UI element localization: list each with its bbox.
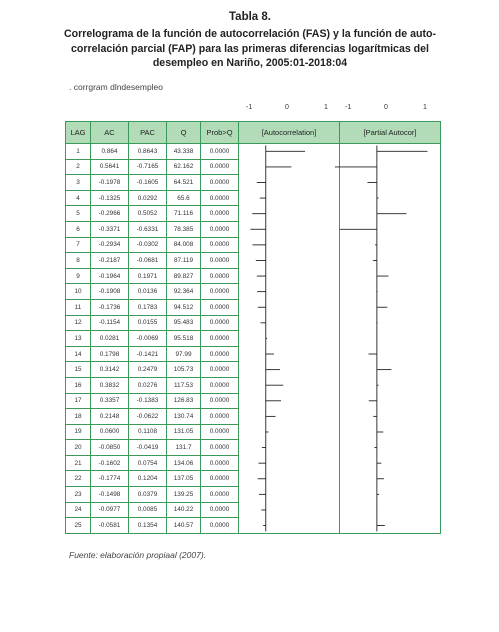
cell-prob: 0.0000 <box>201 144 239 160</box>
table-row <box>66 175 441 191</box>
pac-plot-cell <box>340 471 441 487</box>
pac-plot-cell <box>340 206 441 222</box>
pac-plot-cell <box>340 424 441 440</box>
ac-plot-cell <box>239 440 340 456</box>
pac-plot-cell <box>340 393 441 409</box>
pac-scale-zero: 0 <box>384 104 388 111</box>
cell-q: 94.512 <box>167 299 201 315</box>
pac-plot-cell <box>340 409 441 425</box>
cell-prob: 0.0000 <box>201 346 239 362</box>
stata-command: . corrgram dlndesempleo <box>69 82 164 92</box>
table-row <box>66 237 441 253</box>
pac-plot-cell <box>340 253 441 269</box>
cell-ac: -0.1154 <box>91 315 129 331</box>
cell-lag: 19 <box>66 424 91 440</box>
cell-prob: 0.0000 <box>201 409 239 425</box>
table-row <box>66 518 441 534</box>
cell-pac: 0.1783 <box>129 299 167 315</box>
table-row <box>66 206 441 222</box>
table-row <box>66 409 441 425</box>
cell-lag: 11 <box>66 299 91 315</box>
col-header-lag: LAG <box>66 122 91 144</box>
cell-lag: 13 <box>66 331 91 347</box>
pac-plot-cell <box>340 518 441 534</box>
col-header-autocorrelation: [Autocorrelation] <box>239 122 340 144</box>
ac-scale-min: -1 <box>246 104 253 111</box>
table-row <box>66 362 441 378</box>
ac-plot-cell <box>239 502 340 518</box>
cell-lag: 20 <box>66 440 91 456</box>
ac-plot-cell <box>239 362 340 378</box>
cell-lag: 5 <box>66 206 91 222</box>
table-row <box>66 159 441 175</box>
col-header-prob: Prob>Q <box>201 122 239 144</box>
source-note: Fuente: elaboración propiaal (2007). <box>69 550 207 560</box>
col-header-pac: PAC <box>129 122 167 144</box>
cell-pac: -0.6331 <box>129 221 167 237</box>
cell-pac: 0.5052 <box>129 206 167 222</box>
cell-q: 139.25 <box>167 487 201 503</box>
cell-pac: -0.1383 <box>129 393 167 409</box>
table-row <box>66 502 441 518</box>
cell-pac: 0.0292 <box>129 190 167 206</box>
cell-prob: 0.0000 <box>201 471 239 487</box>
table-row <box>66 221 441 237</box>
ac-plot-cell <box>239 346 340 362</box>
cell-ac: -0.3371 <box>91 221 129 237</box>
cell-ac: 0.2148 <box>91 409 129 425</box>
cell-pac: -0.0302 <box>129 237 167 253</box>
cell-ac: -0.1774 <box>91 471 129 487</box>
cell-pac: 0.1354 <box>129 518 167 534</box>
ac-plot-cell <box>239 518 340 534</box>
cell-q: 134.06 <box>167 455 201 471</box>
correlogram-table <box>65 121 441 534</box>
cell-prob: 0.0000 <box>201 393 239 409</box>
cell-lag: 18 <box>66 409 91 425</box>
pac-plot-cell <box>340 346 441 362</box>
cell-q: 62.162 <box>167 159 201 175</box>
cell-pac: 0.0085 <box>129 502 167 518</box>
cell-ac: -0.1736 <box>91 299 129 315</box>
ac-plot-cell <box>239 190 340 206</box>
cell-prob: 0.0000 <box>201 237 239 253</box>
ac-plot-cell <box>239 268 340 284</box>
pac-plot-cell <box>340 440 441 456</box>
ac-plot-cell <box>239 221 340 237</box>
ac-plot-cell <box>239 144 340 160</box>
cell-lag: 4 <box>66 190 91 206</box>
cell-lag: 16 <box>66 377 91 393</box>
cell-ac: -0.0581 <box>91 518 129 534</box>
cell-pac: -0.0681 <box>129 253 167 269</box>
cell-ac: 0.0600 <box>91 424 129 440</box>
cell-ac: -0.2934 <box>91 237 129 253</box>
ac-plot-cell <box>239 487 340 503</box>
cell-ac: 0.5641 <box>91 159 129 175</box>
title-line: desempleo en Nariño, 2005:01-2018:04 <box>152 57 348 69</box>
cell-pac: 0.1204 <box>129 471 167 487</box>
cell-q: 87.119 <box>167 253 201 269</box>
cell-lag: 6 <box>66 221 91 237</box>
ac-plot-cell <box>239 471 340 487</box>
table-row <box>66 284 441 300</box>
cell-prob: 0.0000 <box>201 502 239 518</box>
cell-q: 131.05 <box>167 424 201 440</box>
cell-pac: -0.1605 <box>129 175 167 191</box>
cell-ac: -0.1498 <box>91 487 129 503</box>
cell-prob: 0.0000 <box>201 221 239 237</box>
title-line: Correlograma de la función de autocorrelación (FAS) y la función de auto- <box>63 28 436 40</box>
cell-lag: 23 <box>66 487 91 503</box>
cell-ac: -0.1964 <box>91 268 129 284</box>
pac-plot-cell <box>340 502 441 518</box>
cell-lag: 9 <box>66 268 91 284</box>
cell-q: 126.83 <box>167 393 201 409</box>
title-line: correlación parcial (FAP) para las primeras diferencias logarítmicas del <box>71 42 429 55</box>
cell-lag: 14 <box>66 346 91 362</box>
cell-q: 140.57 <box>167 518 201 534</box>
cell-ac: -0.2187 <box>91 253 129 269</box>
ac-plot-cell <box>239 393 340 409</box>
cell-q: 95.518 <box>167 331 201 347</box>
cell-pac: -0.1421 <box>129 346 167 362</box>
ac-plot-cell <box>239 377 340 393</box>
table-row <box>66 393 441 409</box>
ac-plot-cell <box>239 331 340 347</box>
pac-scale-min: -1 <box>345 104 352 111</box>
cell-q: 65.6 <box>167 190 201 206</box>
cell-q: 130.74 <box>167 409 201 425</box>
table-row <box>66 315 441 331</box>
table-row <box>66 190 441 206</box>
cell-lag: 15 <box>66 362 91 378</box>
col-header-q: Q <box>167 122 201 144</box>
col-header-ac: AC <box>91 122 129 144</box>
table-row <box>66 331 441 347</box>
cell-q: 84.008 <box>167 237 201 253</box>
cell-q: 43.338 <box>167 144 201 160</box>
pac-plot-cell <box>340 268 441 284</box>
cell-pac: -0.0622 <box>129 409 167 425</box>
cell-pac: -0.0069 <box>129 331 167 347</box>
cell-q: 137.05 <box>167 471 201 487</box>
cell-q: 71.116 <box>167 206 201 222</box>
cell-q: 97.99 <box>167 346 201 362</box>
table-row <box>66 268 441 284</box>
cell-prob: 0.0000 <box>201 487 239 503</box>
cell-pac: 0.2479 <box>129 362 167 378</box>
cell-q: 105.73 <box>167 362 201 378</box>
ac-plot-cell <box>239 424 340 440</box>
cell-pac: -0.0419 <box>129 440 167 456</box>
pac-plot-cell <box>340 284 441 300</box>
ac-scale-zero: 0 <box>285 104 289 111</box>
cell-lag: 17 <box>66 393 91 409</box>
pac-plot-cell <box>340 221 441 237</box>
cell-q: 78.385 <box>167 221 201 237</box>
title-block <box>50 10 450 71</box>
ac-plot-cell <box>239 284 340 300</box>
table-row <box>66 299 441 315</box>
cell-prob: 0.0000 <box>201 268 239 284</box>
cell-q: 131.7 <box>167 440 201 456</box>
pac-plot-cell <box>340 377 441 393</box>
cell-pac: 0.0379 <box>129 487 167 503</box>
cell-prob: 0.0000 <box>201 424 239 440</box>
table-row <box>66 487 441 503</box>
table-row <box>66 144 441 160</box>
pac-plot-cell <box>340 159 441 175</box>
pac-scale-max: 1 <box>423 104 427 111</box>
cell-prob: 0.0000 <box>201 253 239 269</box>
table-row <box>66 253 441 269</box>
table-row <box>66 346 441 362</box>
cell-prob: 0.0000 <box>201 190 239 206</box>
cell-pac: 0.0754 <box>129 455 167 471</box>
cell-lag: 24 <box>66 502 91 518</box>
cell-ac: -0.0977 <box>91 502 129 518</box>
cell-q: 117.53 <box>167 377 201 393</box>
ac-plot-cell <box>239 315 340 331</box>
cell-q: 92.364 <box>167 284 201 300</box>
cell-q: 64.521 <box>167 175 201 191</box>
cell-prob: 0.0000 <box>201 455 239 471</box>
cell-q: 140.22 <box>167 502 201 518</box>
cell-ac: 0.864 <box>91 144 129 160</box>
pac-plot-cell <box>340 315 441 331</box>
ac-plot-cell <box>239 253 340 269</box>
ac-plot-cell <box>239 409 340 425</box>
cell-pac: 0.8643 <box>129 144 167 160</box>
table-row <box>66 440 441 456</box>
pac-plot-cell <box>340 237 441 253</box>
cell-pac: 0.1971 <box>129 268 167 284</box>
cell-prob: 0.0000 <box>201 362 239 378</box>
table-row <box>66 424 441 440</box>
ac-scale-max: 1 <box>324 104 328 111</box>
table-number: Tabla 8. <box>229 11 271 23</box>
ac-plot-cell <box>239 299 340 315</box>
cell-ac: -0.1908 <box>91 284 129 300</box>
cell-ac: 0.3142 <box>91 362 129 378</box>
col-header-partial-autocor: [Partial Autocor] <box>340 122 441 144</box>
cell-ac: 0.1798 <box>91 346 129 362</box>
cell-ac: -0.0850 <box>91 440 129 456</box>
cell-ac: -0.2966 <box>91 206 129 222</box>
ac-plot-cell <box>239 455 340 471</box>
cell-ac: 0.0281 <box>91 331 129 347</box>
cell-ac: 0.3357 <box>91 393 129 409</box>
cell-lag: 8 <box>66 253 91 269</box>
pac-plot-cell <box>340 190 441 206</box>
table-row <box>66 377 441 393</box>
ac-plot-cell <box>239 237 340 253</box>
cell-lag: 10 <box>66 284 91 300</box>
cell-prob: 0.0000 <box>201 377 239 393</box>
table-header-row <box>66 122 441 144</box>
cell-prob: 0.0000 <box>201 331 239 347</box>
cell-ac: -0.1978 <box>91 175 129 191</box>
cell-pac: -0.7165 <box>129 159 167 175</box>
cell-prob: 0.0000 <box>201 518 239 534</box>
pac-plot-cell <box>340 144 441 160</box>
cell-lag: 21 <box>66 455 91 471</box>
pac-plot-cell <box>340 331 441 347</box>
cell-pac: 0.1108 <box>129 424 167 440</box>
pac-plot-cell <box>340 175 441 191</box>
cell-pac: 0.0136 <box>129 284 167 300</box>
table-row <box>66 471 441 487</box>
cell-prob: 0.0000 <box>201 299 239 315</box>
cell-lag: 25 <box>66 518 91 534</box>
cell-lag: 2 <box>66 159 91 175</box>
cell-lag: 1 <box>66 144 91 160</box>
cell-q: 95.483 <box>167 315 201 331</box>
cell-prob: 0.0000 <box>201 440 239 456</box>
pac-plot-cell <box>340 362 441 378</box>
cell-q: 89.827 <box>167 268 201 284</box>
pac-plot-cell <box>340 487 441 503</box>
pac-plot-cell <box>340 455 441 471</box>
cell-ac: 0.3832 <box>91 377 129 393</box>
cell-prob: 0.0000 <box>201 159 239 175</box>
cell-prob: 0.0000 <box>201 175 239 191</box>
cell-pac: 0.0155 <box>129 315 167 331</box>
ac-plot-cell <box>239 159 340 175</box>
table-row <box>66 455 441 471</box>
ac-plot-cell <box>239 206 340 222</box>
cell-prob: 0.0000 <box>201 315 239 331</box>
cell-prob: 0.0000 <box>201 206 239 222</box>
cell-prob: 0.0000 <box>201 284 239 300</box>
cell-ac: -0.1602 <box>91 455 129 471</box>
cell-lag: 12 <box>66 315 91 331</box>
pac-plot-cell <box>340 299 441 315</box>
cell-lag: 3 <box>66 175 91 191</box>
cell-ac: -0.1325 <box>91 190 129 206</box>
ac-plot-cell <box>239 175 340 191</box>
cell-pac: 0.0276 <box>129 377 167 393</box>
cell-lag: 7 <box>66 237 91 253</box>
cell-lag: 22 <box>66 471 91 487</box>
